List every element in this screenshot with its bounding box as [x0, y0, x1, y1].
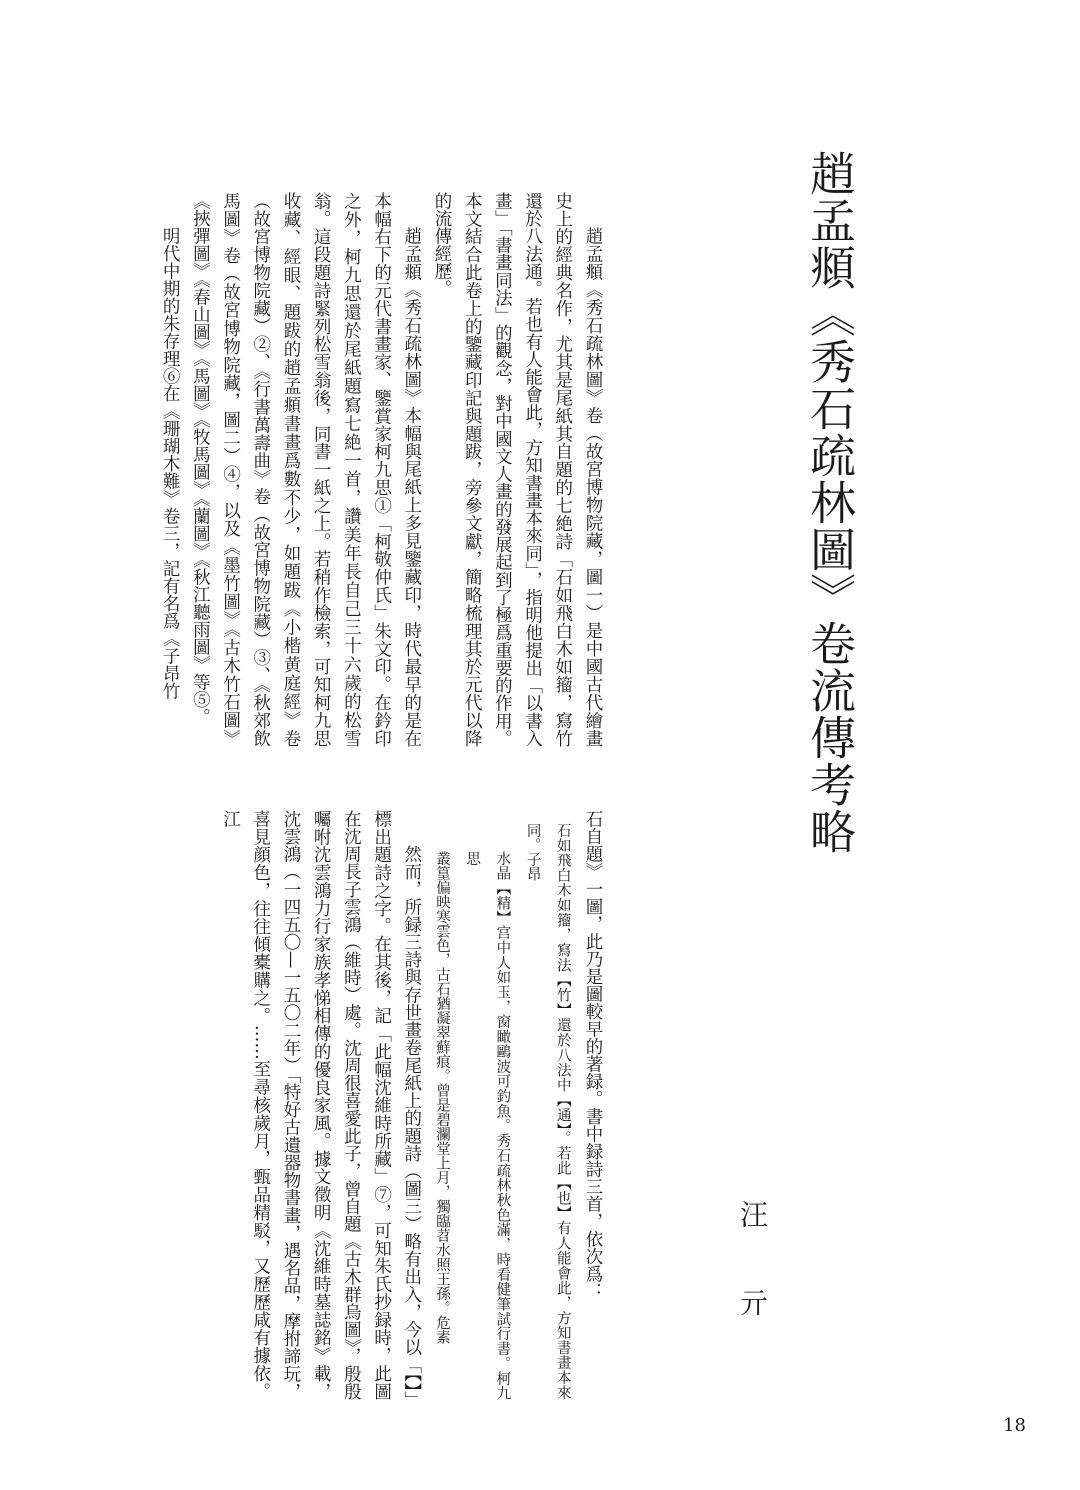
body-paragraph: 然而，所録三詩與存世畫卷尾紙上的題詩（圖三）略有出入，今以「【】」標出題詩之字。在其後，記「此幅沈維時所藏」⑦，可知朱氏抄録時，此圖在沈周長子雲鴻（維時）處。沈周很喜愛此子，曾自題《古木群烏圖》，殷殷囑咐沈雲鴻力行家族孝悌相傳的優良家風。據文徵明《沈維時墓誌銘》載，沈雲鴻（一四五〇—一五〇二年）「特好古遺器物書畫，遇名品，摩拊諦玩，喜見顔色，往往傾橐購之。……至尋核歲月，甄品精駁，又歷歷咸有據依。江	[220, 810, 422, 1400]
quoted-poem: 水晶【精】宫中人如玉，窗瞰鷗波可釣魚。秀石疏林秋色滿，時看健筆試行書。柯九思	[464, 850, 511, 1400]
body-paragraph: 趙孟頫《秀石疏林圖》本幅與尾紙上多見鑒藏印，時代最早的是在本幅右下的元代書畫家、鑒賞家柯九思①「柯敬仲氏」朱文印。在鈐印之外，柯九思還於尾紙題寫七絶一首，讚美年長自己三十六歲的松雪翁。這段題詩緊列松雪翁後，同書一紙之上。若稍作檢索，可知柯九思收藏、經眼、題跋的趙孟頫書畫爲數不少，如題跋《小楷黄庭經》卷（故宮博物院藏）②、《行書萬壽曲》卷（故宮博物院藏）③、《秋郊飲馬圖》卷（故宮博物院藏，圖二）④，以及《墨竹圖》《古木竹石圖》《挾彈圖》《春山圖》《馬圖》《牧馬圖》《蘭圖》《秋江聽雨圖》等⑤。	[190, 192, 422, 747]
article-title: 趙孟頫《秀石疏林圖》卷流傳考略	[803, 150, 857, 855]
quoted-poem: 叢篁偏映寒雲色，古石猶凝翠蘚痕。曾是碧瀾堂上月，獨臨苕水照王孫。危素	[433, 850, 450, 1344]
body-paragraph: 趙孟頫《秀石疏林圖》卷（故宮博物院藏，圖一）是中國古代繪畫史上的經典名作，尤其是尾紙其自題的七絶詩「石如飛白木如籀，寫竹還於八法通。若也有人能會此，方知書畫本來同」，指明他提出「以書入畫」「書畫同法」的觀念，對中國文人畫的發展起到了極爲重要的作用。本文結合此卷上的鑒藏印記與題跋，旁參文獻，簡略梳理其於元代以降的流傳經歷。	[431, 192, 603, 747]
body-paragraph: 明代中期的朱存理⑥在《珊瑚木難》卷三，記有名爲《子昂竹	[160, 227, 181, 700]
body-text-bottom	[118, 810, 608, 1400]
quoted-poem: 石如飛白木如籀，寫法【竹】還於八法中【通】。若此【也】有人能會此，方知書畫本來同。子昂	[524, 823, 571, 1400]
page-number: 18	[1003, 1415, 1026, 1436]
body-text-top	[118, 192, 608, 747]
body-paragraph: 石自題》一圖，此乃是圖較早的著録。書中録詩三首，依次爲：	[583, 810, 603, 1300]
author-name: 汪 亓	[736, 1200, 769, 1332]
